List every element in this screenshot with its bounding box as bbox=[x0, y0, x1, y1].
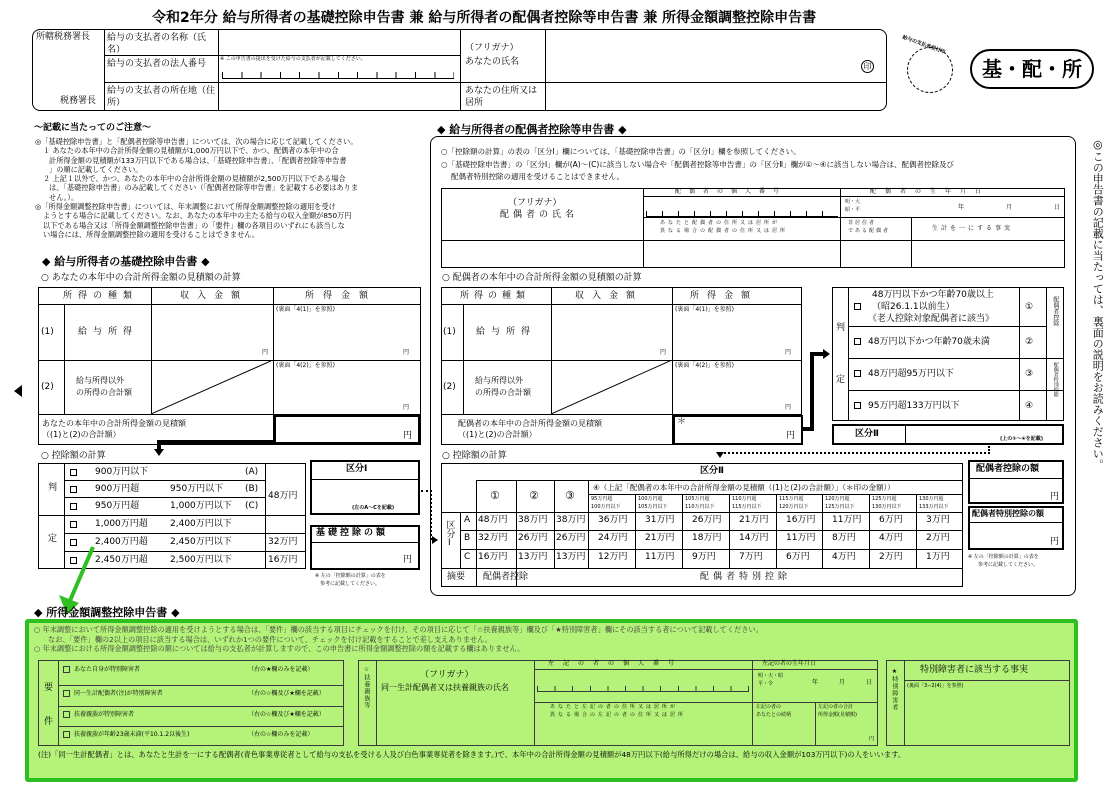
spouse-grid-cell: 48万円 bbox=[478, 515, 508, 525]
spouse-bracket-from: 120万円超 bbox=[825, 496, 850, 502]
adjust-rel-1: 左記の者の bbox=[756, 704, 782, 710]
adjust-req-item: 扶養親族が特別障害者 bbox=[74, 711, 135, 718]
basic-total-field[interactable] bbox=[274, 415, 420, 444]
adjust-special-label: ★特別障害者 bbox=[890, 668, 898, 711]
kubun2-dots-v bbox=[988, 446, 990, 454]
spouse-bracket-from: 100万円超 bbox=[638, 496, 663, 502]
spouse-fixed-label: 定 bbox=[836, 375, 846, 385]
adjust-addr-note-2: 異なる場合の左記の者の住所又は居所 bbox=[550, 712, 687, 718]
basic-arrow-head bbox=[154, 449, 164, 456]
judge-item-2-label: 48万円以下かつ年齢70歳未満 bbox=[868, 337, 990, 347]
spouse-birth-label: 配偶者の生年月日 bbox=[870, 188, 991, 195]
spouse-arrow-head bbox=[823, 349, 830, 359]
basic-tier-from: 950万円超 bbox=[95, 501, 140, 511]
spouse-ded-field[interactable] bbox=[970, 480, 1062, 502]
adjust-req-checkbox[interactable] bbox=[63, 666, 70, 673]
spouse-bracket-to: 110万円以下 bbox=[685, 504, 715, 510]
basic-tier-checkbox[interactable] bbox=[70, 503, 77, 510]
spouse-nonres-2: である配偶者 bbox=[848, 228, 891, 234]
adjust-req-instruction: （右の★欄のみを記載） bbox=[248, 666, 314, 673]
spouse-grid-circ: ③ bbox=[565, 489, 575, 502]
spouse-era-2: 昭・平 bbox=[845, 207, 861, 213]
spouse-row2-yen: 円 bbox=[785, 404, 792, 411]
spouse-grid-cell: 9万円 bbox=[692, 552, 716, 562]
spouse-row1-income-field[interactable] bbox=[552, 305, 671, 359]
spouse-row2-label-a: 給与所得以外 bbox=[475, 376, 523, 385]
payer-name-field[interactable] bbox=[219, 31, 459, 54]
adjust-rel-2: あなたとの続柄 bbox=[756, 712, 792, 718]
adjust-req-1: 要 bbox=[44, 683, 54, 693]
judge-checkbox-2[interactable] bbox=[854, 338, 861, 345]
adjust-addr-note-1: あなたと左記の者の住所又は居所が bbox=[550, 704, 679, 710]
basic-fixed-label: 定 bbox=[48, 534, 58, 544]
basic-row1-num: (1) bbox=[41, 327, 54, 337]
adjust-era-2: 平・令 bbox=[758, 681, 774, 687]
spouse-bracket-from: 105万円超 bbox=[685, 496, 710, 502]
basic-tier-to: 950万円以下 bbox=[170, 484, 224, 494]
form-badge: 基・配・所 bbox=[970, 49, 1094, 89]
basic-row2-label-a: 給与所得以外 bbox=[76, 376, 124, 385]
basic-row2-yen: 円 bbox=[403, 404, 410, 411]
spouse-grid-sp-ded: 配偶者控除 bbox=[483, 572, 529, 582]
basic-row2-num: (2) bbox=[41, 382, 54, 392]
kubun2-dots-h bbox=[720, 452, 990, 454]
spouse-address-note-1: あなたと配偶者の住所又は居所が bbox=[660, 220, 781, 226]
kiso-label: 基礎控除の額 bbox=[316, 528, 389, 538]
spouse-intro-1: ○「控除額の計算」の表の「区分Ⅰ」欄については、「基礎控除申告書」の「区分Ⅰ」欄を参照してください。 bbox=[441, 147, 801, 156]
judge-item-4-label: 95万円超133万円以下 bbox=[868, 401, 960, 411]
judge-side-1: 配偶者控除 bbox=[1051, 296, 1059, 326]
adjust-fact-ref: (裏面「3−2(4)」を参照) bbox=[907, 683, 964, 689]
adjust-mynum-label: 左記の者の個人番号 bbox=[548, 660, 684, 667]
basic-tier-from: 1,000万円超 bbox=[95, 519, 148, 529]
spouse-total-label-a: 配偶者の本年中の合計所得金額の見積額 bbox=[458, 419, 602, 428]
spouse-grid-cell: 24万円 bbox=[598, 533, 628, 543]
spouse-day: 日 bbox=[1054, 204, 1061, 211]
spouse-grid-cell: 16万円 bbox=[478, 552, 508, 562]
spouse-grid-row-key: A bbox=[464, 515, 471, 525]
basic-row2-amount-field[interactable] bbox=[274, 371, 420, 413]
adjust-req-item: 扶養親族が年齢23歳未満(平10.1.2以後生) bbox=[74, 731, 190, 738]
spouse-era-1: 明・大 bbox=[845, 199, 861, 205]
spouse-grid-circ: ① bbox=[490, 489, 500, 502]
spouse-bracket-to: 115万円以下 bbox=[732, 504, 762, 510]
basic-total-label-a: あなたの本年中の合計所得金額の見積額 bbox=[42, 419, 186, 428]
basic-arrow-line bbox=[157, 440, 274, 444]
spouse-grid-cell: 32万円 bbox=[478, 533, 508, 543]
receipt-stamp-label: 給与の支払者受付印 bbox=[901, 34, 946, 56]
basic-tier-to: 1,000万円以下 bbox=[170, 501, 232, 511]
notes-heading: 〜記載に当たってのご注意〜 bbox=[34, 123, 152, 133]
adjust-heading: ◆ 所得金額調整控除申告書 ◆ bbox=[34, 606, 180, 619]
spouse-total-label-b: （(1)と(2)の合計額） bbox=[458, 430, 537, 439]
spouse-grid-cell: 13万円 bbox=[556, 552, 586, 562]
adjust-era-1: 明・大・昭 bbox=[758, 673, 784, 679]
judge-item-1-line3: 《老人控除対象配偶者に該当》 bbox=[868, 314, 995, 324]
adjust-name-label: 同一生計配偶者又は扶養親族の氏名 bbox=[381, 683, 509, 692]
spouse-ded-yen: 円 bbox=[1050, 492, 1060, 502]
spouse-grid-cell: 2万円 bbox=[879, 552, 903, 562]
adjust-req-item: あなた自身が特別障害者 bbox=[74, 666, 141, 673]
payer-number-field[interactable] bbox=[222, 65, 454, 79]
adjust-income-yen: 円 bbox=[869, 736, 875, 742]
spouse-res-note-1: ※ 左の「控除額の計算」の表を bbox=[968, 554, 1039, 560]
spouse-mynumber-label: 配偶者の個人番号 bbox=[675, 188, 788, 195]
spouse-bracket-from: 125万円超 bbox=[872, 496, 897, 502]
spouse-row1-label: 給与所得 bbox=[476, 327, 537, 337]
your-address-field[interactable] bbox=[547, 84, 885, 109]
basic-heading: ◆ 給与所得者の基礎控除申告書 ◆ bbox=[42, 255, 210, 268]
notes-body: ◎「基礎控除申告書」と「配偶者控除等申告書」については、次の場合に応じて記載してください。 １ あなたの本年中の合計所得金額の見積額が1,000万円以下で、かつ、配偶者の本年中の合 計所得金額の見積額が133万円以下である場合は、「基礎控除申告書」、「配偶者控除等申告書 」の順に記載してください。 ２ 上記１以外で、かつ、あなたの本年中の合計所得金額の見積額が2,500万円以下である場合 は、「基礎控除申告書」のみ記載してください（「配偶者控除等申告書」を記載する必要はありま せん。）。 ◎「所得金額調整控除申告書」については、年末調整において所得金額調整控除の適用を受け ようとする場合に記載してください。なお、あなたの本年中の主たる給与の収入金額が850万円 以下である場合又は「所得金額調整控除申告書」の「要件」欄の各項目のいずれにも該当しな い場合には、所得金額調整控除の適用を受けることはできません。 bbox=[35, 137, 359, 239]
furigana-label: （フリガナ） bbox=[465, 43, 519, 53]
basic-tier-code: (C) bbox=[245, 501, 259, 511]
kiso-note-1: ※ 左の「控除額の計算」の表を bbox=[315, 573, 386, 579]
payer-number-note: ※ この申告書の提出を受けた給与の支払者が記載してください。 bbox=[220, 56, 366, 62]
spouse-grid-cell: 16万円 bbox=[786, 515, 816, 525]
basic-total-yen: 円 bbox=[403, 431, 413, 441]
judge-checkbox-4[interactable] bbox=[854, 402, 861, 409]
spouse-grid-cell: 11万円 bbox=[832, 515, 862, 525]
spouse-year: 年 bbox=[958, 204, 965, 211]
spouse-row1-num: (1) bbox=[443, 327, 456, 337]
spouse-row1-amount-field[interactable] bbox=[673, 315, 801, 359]
spouse-bracket-to: 120万円以下 bbox=[779, 504, 809, 510]
judge-item-4-num: ④ bbox=[1025, 401, 1034, 411]
spouse-row1-ref: (裏面「4(1)」を参照) bbox=[675, 306, 734, 313]
spouse-grid-cell: 7万円 bbox=[739, 552, 763, 562]
spouse-address-field[interactable] bbox=[442, 241, 1064, 267]
kubun1-note: (左のA〜Cを記載) bbox=[352, 505, 395, 511]
spouse-total-yen: 円 bbox=[786, 431, 796, 441]
spouse-res-note-2: 参考に記載してください。 bbox=[978, 562, 1039, 568]
adjust-req-instruction: （右の☆欄及び★欄を記載） bbox=[248, 711, 325, 718]
spouse-total-field[interactable] bbox=[673, 415, 803, 445]
payer-name-label: 給与の支払者の名称（氏名） bbox=[107, 33, 207, 55]
spouse-grid-cell: 26万円 bbox=[692, 515, 722, 525]
basic-calc-title: ○ あなたの本年中の合計所得金額の見積額の計算 bbox=[41, 273, 241, 283]
spouse-row2-amount-field[interactable] bbox=[673, 371, 801, 413]
basic-tier-code: (A) bbox=[245, 467, 259, 477]
basic-tier-to: 2,400万円以下 bbox=[170, 519, 232, 529]
spouse-intro-3: 配偶者特別控除の適用を受けることはできません。 bbox=[451, 172, 624, 181]
spouse-grid-cell: 6万円 bbox=[879, 515, 903, 525]
adjust-month: 月 bbox=[839, 679, 846, 686]
spouse-bracket-from: 110万円超 bbox=[732, 496, 757, 502]
spouse-grid-cell: 38万円 bbox=[556, 515, 586, 525]
adjust-income-2: 所得金額(見積額) bbox=[818, 712, 857, 718]
spouse-grid-cell: 38万円 bbox=[518, 515, 548, 525]
kiso-note-2: 参考に記載してください。 bbox=[320, 581, 381, 587]
spouse-grid-cell: 6万円 bbox=[786, 552, 810, 562]
basic-col-income: 収入金額 bbox=[180, 291, 249, 301]
spouse-arrow-2 bbox=[810, 352, 814, 431]
adjust-footnote: (注)「同一生計配偶者」とは、あなたと生計を一にする配偶者(青色事業専従者として給与の支払を受ける人及び白色事業専従者を除きます。)で、本年中の合計所得金額の見積額が48万円以下(給与所得だけの場合は、給与の収入金額が103万円以下)の人をいいます。 bbox=[38, 750, 906, 759]
spouse-grid-cell: 21万円 bbox=[645, 533, 675, 543]
basic-deduct-title: ○ 控除額の計算 bbox=[41, 451, 106, 461]
spouse-furigana-label: （フリガナ） bbox=[508, 198, 562, 208]
basic-amount-32: 32万円 bbox=[268, 537, 298, 547]
basic-row1-ref: (裏面「4(1)」を参照) bbox=[276, 306, 335, 313]
spouse-row2-num: (2) bbox=[443, 382, 456, 392]
basic-row1-yen: 円 bbox=[403, 349, 410, 356]
seal-mark: 印 bbox=[861, 60, 874, 73]
spouse-special-yen: 円 bbox=[1050, 537, 1060, 547]
adjust-fuyo-label: ☆扶養親族等 bbox=[362, 666, 370, 709]
spouse-col-amount: 所得金額 bbox=[690, 291, 759, 301]
spouse-intro-2: ○「基礎控除申告書」の「区分Ⅰ」欄が(A)〜(C)に該当しない場合や「配偶者控除等申告書」の「区分Ⅱ」欄が①〜④に該当しない場合は、配偶者控除及び bbox=[441, 160, 954, 169]
spouse-deduct-title: ○ 控除額の計算 bbox=[442, 451, 507, 461]
basic-tier-checkbox[interactable] bbox=[70, 486, 77, 493]
left-marker bbox=[14, 385, 22, 397]
spouse-heading: ◆ 給与所得者の配偶者控除等申告書 ◆ bbox=[437, 123, 627, 136]
basic-row2-label-b: の所得の合計額 bbox=[76, 388, 132, 397]
spouse-grid-cell: 13万円 bbox=[518, 552, 548, 562]
spouse-grid-cell: 14万円 bbox=[739, 533, 769, 543]
basic-amount-48: 48万円 bbox=[268, 491, 298, 501]
kubun2-note: (上の①〜④を記載) bbox=[1000, 436, 1044, 442]
basic-tier-from: 2,400万円超 bbox=[95, 537, 148, 547]
basic-tier-code: (B) bbox=[245, 484, 259, 494]
your-name-field[interactable] bbox=[547, 32, 885, 80]
adjust-addr-field[interactable] bbox=[536, 722, 750, 744]
spouse-bracket-from: 115万円超 bbox=[779, 496, 804, 502]
adjust-furigana: （フリガナ） bbox=[420, 670, 474, 680]
spouse-nonres-1: 非居住者 bbox=[848, 220, 877, 226]
spouse-grid-summary: 摘要 bbox=[447, 572, 466, 582]
spouse-col-income: 収入金額 bbox=[575, 291, 644, 301]
adjust-req-instruction: （右の☆欄のみを記載） bbox=[248, 731, 314, 738]
spouse-grid-cell: 4万円 bbox=[879, 533, 903, 543]
spouse-judge-label: 判 bbox=[836, 323, 846, 333]
spouse-name-label: 配偶者の氏名 bbox=[500, 210, 579, 220]
spouse-row2-label-b: の所得の合計額 bbox=[475, 388, 531, 397]
spouse-bracket-from: 130万円超 bbox=[919, 496, 944, 502]
adjust-req-item: 同一生計配偶者(注)が特別障害者 bbox=[74, 690, 163, 697]
spouse-bracket-to: 100万円以下 bbox=[591, 504, 621, 510]
payer-address-label: 給与の支払者の所在地（住所） bbox=[107, 86, 216, 108]
spouse-grid-row-key: C bbox=[464, 552, 471, 562]
basic-tier-from: 900万円超 bbox=[95, 484, 140, 494]
your-address-label: あなたの住所又は居所 bbox=[465, 86, 538, 108]
judge-item-1-line2: （昭26.1.1以前生） bbox=[872, 302, 955, 312]
judge-side-2: 配偶者特別控除 bbox=[1052, 362, 1059, 397]
adjust-req-instruction: （右の☆欄及び★欄を記載） bbox=[248, 690, 325, 697]
basic-col-amount: 所得金額 bbox=[305, 291, 378, 301]
spouse-mynumber-field[interactable] bbox=[646, 205, 838, 217]
adjust-req-checkbox[interactable] bbox=[63, 711, 70, 718]
spouse-bracket-to: 105万円以下 bbox=[638, 504, 668, 510]
judge-item-3-label: 48万円超95万円以下 bbox=[868, 369, 954, 379]
spouse-grid-kubun1: 区分Ⅰ bbox=[444, 520, 455, 548]
spouse-row1-yen-income: 円 bbox=[660, 349, 667, 356]
spouse-grid-row-key: B bbox=[464, 533, 471, 543]
spouse-grid-sp-special: 配偶者特別控除 bbox=[700, 572, 792, 582]
adjust-req-checkbox[interactable] bbox=[63, 731, 70, 738]
payer-address-field[interactable] bbox=[219, 83, 459, 109]
spouse-total-star: ＊ bbox=[677, 417, 687, 427]
spouse-grid-kubun2: 区分Ⅱ bbox=[700, 466, 724, 476]
basic-total-label-b: （(1)と(2)の合計額） bbox=[42, 430, 121, 439]
adjust-fact-label: 特別障害者に該当する事実 bbox=[920, 665, 1029, 675]
adjust-intro: ○ 年末調整において所得金額調整控除の適用を受けようとする場合は、「要件」欄の該当する項目にチェックを付け、その項目に応じて「☆扶養親族等」欄及び「★特別障害者」欄にその該当する者について記載してください。 なお、「要件」欄の2以上の項目に該当する場合は、いずれか1つの要件について、チェックを付け記載をすることで差し支えありません。 ○ 年末調整における所得金額調整控除の額については給与の支払者が計算しますので、この申告書に所得金額調整控除の額を記載する欄はありません。 bbox=[34, 625, 763, 653]
basic-row1-income-field[interactable] bbox=[152, 305, 272, 359]
basic-tier-checkbox[interactable] bbox=[70, 521, 77, 528]
tax-office-label: 所轄税務署長 bbox=[36, 32, 91, 42]
spouse-ded-label: 配偶者控除の額 bbox=[976, 464, 1040, 474]
basic-tier-to: 2,500万円以下 bbox=[170, 555, 232, 565]
judge-item-2-num: ② bbox=[1025, 337, 1034, 347]
adjust-req-checkbox[interactable] bbox=[63, 690, 70, 697]
spouse-row2-diagonal bbox=[551, 360, 672, 414]
kubun2-label: 区分Ⅱ bbox=[855, 429, 879, 439]
spouse-grid-cell: 2万円 bbox=[926, 533, 950, 543]
spouse-grid-cell: 36万円 bbox=[598, 515, 628, 525]
spouse-grid-cell: 4万円 bbox=[832, 552, 856, 562]
spouse-bracket-to: 130万円以下 bbox=[872, 504, 902, 510]
spouse-grid-cell: 21万円 bbox=[739, 515, 769, 525]
judge-checkbox-1[interactable] bbox=[854, 303, 861, 310]
kiso-yen: 円 bbox=[403, 555, 413, 565]
spouse-grid-cell: 18万円 bbox=[692, 533, 722, 543]
spouse-grid-circ: ② bbox=[529, 489, 539, 502]
spouse-grid-cell: 26万円 bbox=[556, 533, 586, 543]
spouse-row1-yen: 円 bbox=[785, 349, 792, 356]
spouse-grid-cell: 3万円 bbox=[926, 515, 950, 525]
spouse-livelihood: 生計を一にする事実 bbox=[932, 225, 1014, 232]
receipt-stamp-circle bbox=[907, 47, 953, 93]
basic-tier-from: 2,450万円超 bbox=[95, 555, 148, 565]
adjust-day: 日 bbox=[866, 679, 873, 686]
basic-tier-to: 2,450万円以下 bbox=[170, 537, 232, 547]
payer-number-label: 給与の支払者の法人番号 bbox=[107, 59, 207, 69]
basic-row2-diagonal bbox=[151, 360, 273, 414]
spouse-bracket-to: 133万円以下 bbox=[919, 504, 949, 510]
judge-item-1-line1: 48万円以下かつ年齢70歳以上 bbox=[872, 290, 994, 300]
basic-row1-label: 給与所得 bbox=[78, 327, 139, 337]
spouse-grid-cell: 1万円 bbox=[926, 552, 950, 562]
side-vertical-note: ◎この申告書の記載に当たっては、裏面の説明をお読みください。 bbox=[1091, 138, 1105, 470]
spouse-grid-cell: 31万円 bbox=[645, 515, 675, 525]
basic-row1-yen-income: 円 bbox=[262, 349, 269, 356]
spouse-bracket-to: 125万円以下 bbox=[825, 504, 855, 510]
kubun2-dots-arrow bbox=[716, 452, 724, 458]
adjust-birth-label: 左記の者の生年月日 bbox=[762, 660, 817, 667]
spouse-special-label: 配偶者特別控除の額 bbox=[972, 509, 1044, 518]
page-title: 令和2年分 給与所得者の基礎控除申告書 兼 給与所得者の配偶者控除等申告書 兼 所得金額調整控除申告書 bbox=[152, 10, 817, 26]
basic-col-type: 所得の種類 bbox=[63, 291, 139, 301]
adjust-fact-field[interactable] bbox=[906, 692, 1068, 744]
judge-checkbox-3[interactable] bbox=[854, 370, 861, 377]
kubun1-label: 区分Ⅰ bbox=[346, 464, 368, 474]
spouse-grid-cell: 26万円 bbox=[518, 533, 548, 543]
spouse-grid-cell: 11万円 bbox=[645, 552, 675, 562]
spouse-bracket-from: 95万円超 bbox=[591, 496, 613, 502]
basic-row2-ref: (裏面「4(2)」を参照) bbox=[276, 362, 335, 369]
spouse-grid-cell: 12万円 bbox=[598, 552, 628, 562]
adjust-mynum-field[interactable] bbox=[537, 680, 749, 692]
spouse-grid-cell: 8万円 bbox=[832, 533, 856, 543]
tax-office-suffix: 税務署長 bbox=[60, 96, 97, 106]
adjust-income-1: 左記の者の合計 bbox=[818, 704, 854, 710]
spouse-col-type: 所得の種類 bbox=[460, 291, 531, 301]
spouse-grid-hdr4: ④（上記「配偶者の本年中の合計所得金額の見積額（(1)と(2)の合計額）」（＊印の金額）） bbox=[593, 483, 895, 492]
judge-item-3-num: ③ bbox=[1025, 369, 1034, 379]
basic-tier-checkbox[interactable] bbox=[70, 469, 77, 476]
your-name-label: あなたの氏名 bbox=[465, 57, 520, 67]
spouse-address-note-2: 異なる場合の配偶者の住所又は居所 bbox=[660, 228, 789, 234]
spouse-arrow-3 bbox=[810, 352, 824, 356]
basic-tier-from: 900万円以下 bbox=[95, 467, 149, 477]
basic-amount-16: 16万円 bbox=[268, 555, 298, 565]
spouse-grid-cell: 11万円 bbox=[786, 533, 816, 543]
spouse-special-field[interactable] bbox=[970, 524, 1062, 548]
basic-judge-label: 判 bbox=[48, 483, 58, 493]
adjust-name-field[interactable] bbox=[378, 698, 532, 744]
judge-item-1-num: ① bbox=[1025, 302, 1034, 312]
adjust-year: 年 bbox=[812, 679, 819, 686]
spouse-row2-ref: (裏面「4(2)」を参照) bbox=[675, 362, 734, 369]
adjust-req-2: 件 bbox=[44, 717, 54, 727]
spouse-month: 月 bbox=[1006, 204, 1013, 211]
basic-row1-amount-field[interactable] bbox=[274, 315, 420, 359]
spouse-calc-title: ○ 配偶者の本年中の合計所得金額の見積額の計算 bbox=[442, 273, 642, 283]
